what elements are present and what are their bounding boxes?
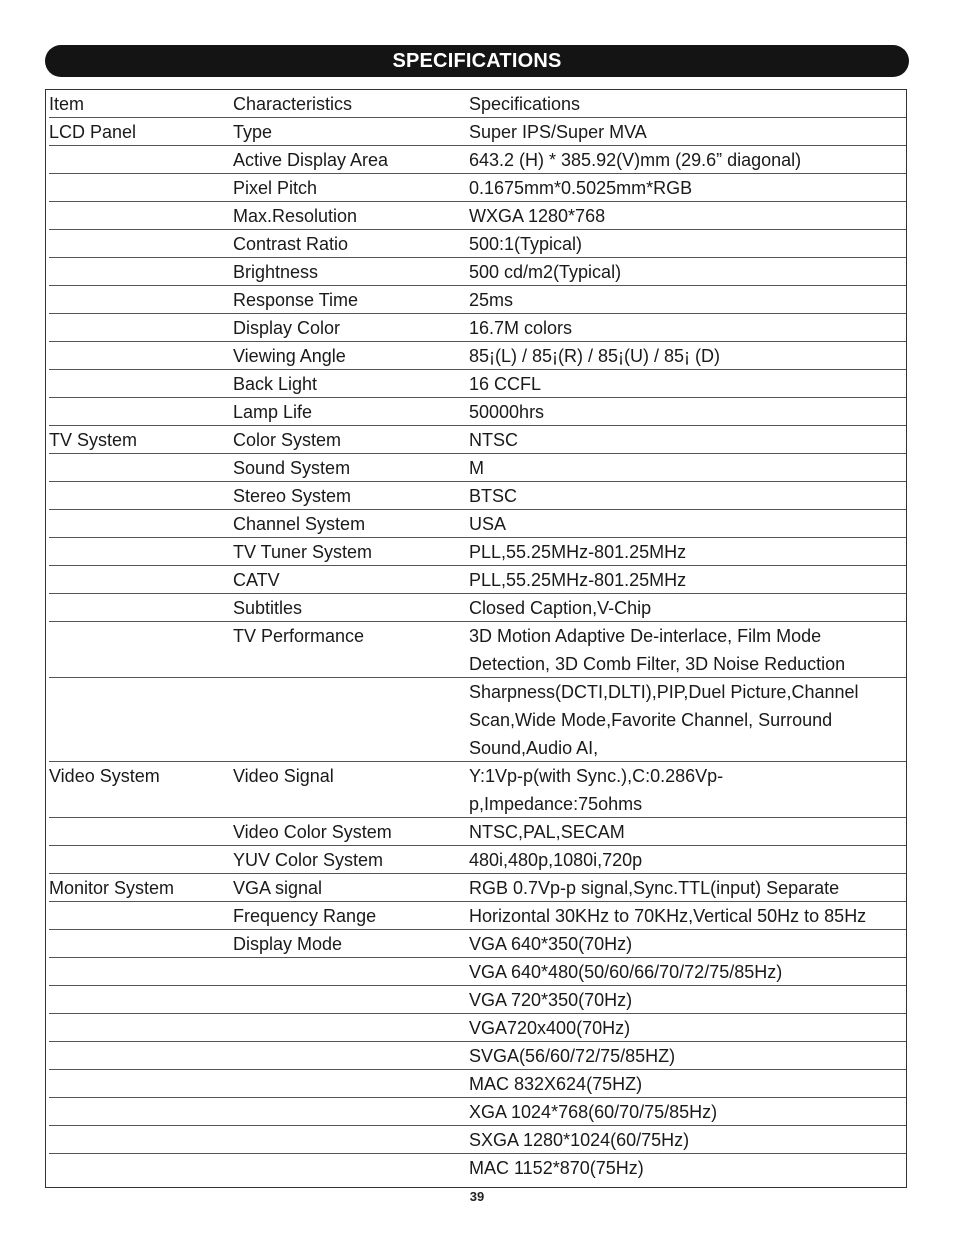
- cell-characteristic: Color System: [233, 430, 342, 450]
- cell-specification: PLL,55.25MHz-801.25MHz: [469, 570, 687, 590]
- cell-characteristic: Viewing Angle: [233, 346, 346, 366]
- cell-specification: 500 cd/m2(Typical): [469, 262, 622, 282]
- cell-specification: 25ms: [469, 290, 514, 310]
- cell-specification: Super IPS/Super MVA: [469, 122, 647, 142]
- cell-characteristic: Channel System: [233, 514, 366, 534]
- table-row: [49, 678, 906, 762]
- column-header-characteristics: Characteristics: [233, 94, 353, 114]
- cell-specification: Y:1Vp-p(with Sync.),C:0.286Vp- p,Impedance:75ohms: [469, 766, 724, 814]
- cell-specification: VGA 640*350(70Hz): [469, 934, 633, 954]
- table-row: [49, 594, 906, 622]
- cell-characteristic: Lamp Life: [233, 402, 313, 422]
- cell-item: Monitor System: [49, 878, 175, 898]
- table-row: [49, 1126, 906, 1154]
- table-row: [49, 342, 906, 370]
- cell-characteristic: VGA signal: [233, 878, 323, 898]
- table-row: [49, 986, 906, 1014]
- column-header-item: Item: [49, 94, 85, 114]
- cell-specification: 3D Motion Adaptive De-interlace, Film Mode Detection, 3D Comb Filter, 3D Noise Reduction: [469, 626, 846, 674]
- table-row: [49, 286, 906, 314]
- table-row: [49, 622, 906, 678]
- table-row: [49, 930, 906, 958]
- cell-specification: NTSC: [469, 430, 518, 450]
- cell-characteristic: TV Tuner System: [233, 542, 373, 562]
- table-row: [49, 1154, 906, 1181]
- cell-specification: XGA 1024*768(60/70/75/85Hz): [469, 1102, 718, 1122]
- cell-characteristic: Pixel Pitch: [233, 178, 318, 198]
- table-row: [49, 174, 906, 202]
- table-row: [49, 902, 906, 930]
- cell-characteristic: CATV: [233, 570, 280, 590]
- cell-characteristic: Display Color: [233, 318, 341, 338]
- cell-specification: M: [469, 458, 484, 478]
- cell-specification: SVGA(56/60/72/75/85HZ): [469, 1046, 676, 1066]
- cell-characteristic: Video Signal: [233, 766, 334, 786]
- cell-specification: Closed Caption,V-Chip: [469, 598, 652, 618]
- cell-item: TV System: [49, 430, 138, 450]
- specifications-table-frame: [45, 89, 907, 1188]
- column-header-specifications: Specifications: [469, 94, 581, 114]
- cell-specification: WXGA 1280*768: [469, 206, 606, 226]
- cell-specification: 50000hrs: [469, 402, 545, 422]
- table-row: [49, 1070, 906, 1098]
- table-row: [49, 566, 906, 594]
- cell-characteristic: Response Time: [233, 290, 359, 310]
- table-row: [49, 314, 906, 342]
- table-row: [49, 370, 906, 398]
- table-header-row: [49, 90, 906, 118]
- specifications-table: [49, 90, 906, 1181]
- cell-characteristic: Stereo System: [233, 486, 352, 506]
- cell-item: Video System: [49, 766, 160, 786]
- table-row: [49, 874, 906, 902]
- cell-characteristic: Back Light: [233, 374, 318, 394]
- cell-specification: USA: [469, 514, 507, 534]
- cell-characteristic: Contrast Ratio: [233, 234, 349, 254]
- table-row: [49, 1098, 906, 1126]
- cell-specification: 16 CCFL: [469, 374, 542, 394]
- table-row: [49, 762, 906, 818]
- cell-specification: Horizontal 30KHz to 70KHz,Vertical 50Hz to 85Hz: [469, 906, 867, 926]
- cell-characteristic: Sound System: [233, 458, 351, 478]
- table-row: [49, 958, 906, 986]
- cell-specification: 480i,480p,1080i,720p: [469, 850, 643, 870]
- table-row: [49, 146, 906, 174]
- cell-characteristic: Video Color System: [233, 822, 392, 842]
- cell-characteristic: TV Performance: [233, 626, 365, 646]
- table-row: [49, 258, 906, 286]
- cell-specification: MAC 832X624(75HZ): [469, 1074, 643, 1094]
- table-row: [49, 510, 906, 538]
- cell-characteristic: Display Mode: [233, 934, 343, 954]
- table-row: [49, 118, 906, 146]
- cell-specification: VGA 640*480(50/60/66/70/72/75/85Hz): [469, 962, 783, 982]
- table-row: [49, 846, 906, 874]
- page-number: 39: [469, 1189, 485, 1204]
- table-row: [49, 482, 906, 510]
- cell-characteristic: Subtitles: [233, 598, 303, 618]
- table-row: [49, 230, 906, 258]
- cell-specification: Sharpness(DCTI,DLTI),PIP,Duel Picture,Channel Scan,Wide Mode,Favorite Channel, Surround Sound,Audio AI,: [469, 682, 859, 758]
- cell-characteristic: YUV Color System: [233, 850, 384, 870]
- cell-specification: RGB 0.7Vp-p signal,Sync.TTL(input) Separate: [469, 878, 840, 898]
- table-row: [49, 1042, 906, 1070]
- cell-specification: 500:1(Typical): [469, 234, 583, 254]
- cell-characteristic: Frequency Range: [233, 906, 377, 926]
- table-row: [49, 202, 906, 230]
- cell-specification: 643.2 (H) * 385.92(V)mm (29.6” diagonal): [469, 150, 802, 170]
- cell-characteristic: Active Display Area: [233, 150, 389, 170]
- cell-specification: MAC 1152*870(75Hz): [469, 1158, 644, 1178]
- cell-specification: 85¡(L) / 85¡(R) / 85¡(U) / 85¡ (D): [469, 346, 721, 366]
- table-row: [49, 398, 906, 426]
- cell-characteristic: Brightness: [233, 262, 319, 282]
- table-row: [49, 426, 906, 454]
- cell-specification: VGA720x400(70Hz): [469, 1018, 631, 1038]
- cell-specification: 0.1675mm*0.5025mm*RGB: [469, 178, 693, 198]
- cell-characteristic: Max.Resolution: [233, 206, 358, 226]
- cell-specification: 16.7M colors: [469, 318, 573, 338]
- table-row: [49, 818, 906, 846]
- cell-specification: PLL,55.25MHz-801.25MHz: [469, 542, 687, 562]
- table-row: [49, 454, 906, 482]
- cell-specification: BTSC: [469, 486, 518, 506]
- table-row: [49, 1014, 906, 1042]
- cell-specification: NTSC,PAL,SECAM: [469, 822, 625, 842]
- cell-item: LCD Panel: [49, 122, 137, 142]
- table-row: [49, 538, 906, 566]
- section-header-bar: [45, 45, 909, 77]
- cell-specification: SXGA 1280*1024(60/75Hz): [469, 1130, 690, 1150]
- cell-specification: VGA 720*350(70Hz): [469, 990, 633, 1010]
- page-title: SPECIFICATIONS: [392, 49, 562, 72]
- cell-characteristic: Type: [233, 122, 273, 142]
